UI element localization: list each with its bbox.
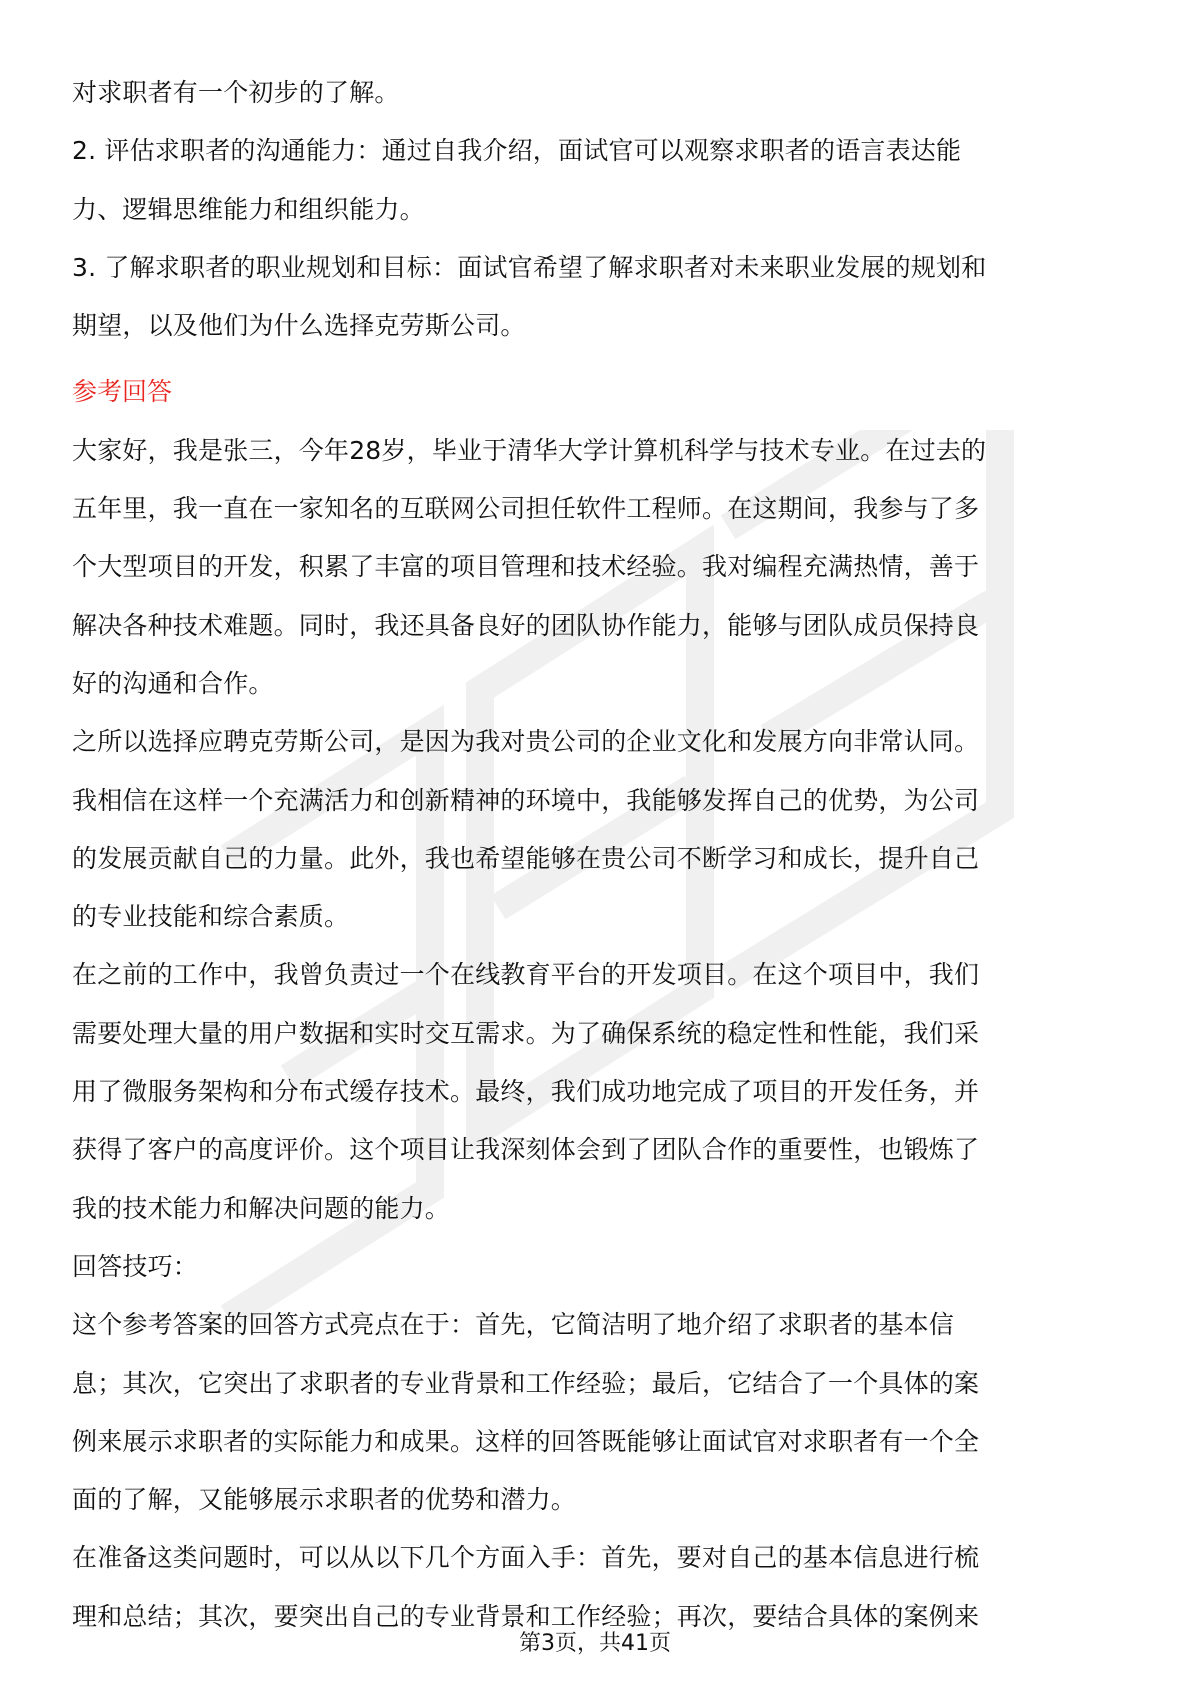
answer-line: 用了微服务架构和分布式缓存技术。最终，我们成功地完成了项目的开发任务，并 — [72, 1077, 980, 1107]
answer-line: 息；其次，它突出了求职者的专业背景和工作经验；最后，它结合了一个具体的案 — [72, 1368, 980, 1398]
intro-line: 对求职者有一个初步的了解。 — [72, 78, 400, 107]
answer-line: 我的技术能力和解决问题的能力。 — [72, 1193, 451, 1223]
answer-line: 我相信在这样一个充满活力和创新精神的环境中，我能够发挥自己的优势，为公司 — [72, 785, 980, 815]
answer-line: 理和总结；其次，要突出自己的专业背景和工作经验；再次，要结合具体的案例来 — [72, 1601, 980, 1631]
answer-line: 好的沟通和合作。 — [72, 668, 274, 698]
answer-tips-label: 回答技巧： — [72, 1251, 199, 1281]
answer-line: 五年里，我一直在一家知名的互联网公司担任软件工程师。在这期间，我参与了多 — [72, 494, 980, 524]
document-body — [72, 64, 1120, 1646]
answer-line: 的发展贡献自己的力量。此外，我也希望能够在贵公司不断学习和成长，提升自己 — [72, 843, 980, 873]
intro-line: 期望，以及他们为什么选择克劳斯公司。 — [72, 311, 526, 341]
answer-line: 的专业技能和综合素质。 — [72, 902, 350, 932]
page-footer: 第3页，共41页 — [519, 1631, 671, 1656]
answer-line: 在准备这类问题时，可以从以下几个方面入手：首先，要对自己的基本信息进行梳 — [72, 1543, 980, 1573]
answer-line: 例来展示求职者的实际能力和成果。这样的回答既能够让面试官对求职者有一个全 — [72, 1426, 980, 1456]
answer-line: 需要处理大量的用户数据和实时交互需求。为了确保系统的稳定性和性能，我们采 — [72, 1018, 980, 1048]
intro-line: 3. 了解求职者的职业规划和目标：面试官希望了解求职者对未来职业发展的规划和 — [72, 252, 987, 282]
answer-heading: 参考回答 — [72, 377, 173, 407]
answer-line: 获得了客户的高度评价。这个项目让我深刻体会到了团队合作的重要性，也锻炼了 — [72, 1135, 980, 1165]
intro-line: 力、逻辑思维能力和组织能力。 — [72, 194, 425, 224]
answer-line: 这个参考答案的回答方式亮点在于：首先，它简洁明了地介绍了求职者的基本信 — [72, 1310, 955, 1340]
answer-line: 面的了解，又能够展示求职者的优势和潜力。 — [72, 1485, 577, 1515]
answer-line: 之所以选择应聘克劳斯公司，是因为我对贵公司的企业文化和发展方向非常认同。 — [72, 727, 980, 757]
answer-line: 大家好，我是张三，今年28岁，毕业于清华大学计算机科学与技术专业。在过去的 — [72, 435, 987, 465]
answer-line: 解决各种技术难题。同时，我还具备良好的团队协作能力，能够与团队成员保持良 — [72, 610, 980, 640]
answer-line: 在之前的工作中，我曾负责过一个在线教育平台的开发项目。在这个项目中，我们 — [72, 960, 980, 990]
answer-line: 个大型项目的开发，积累了丰富的项目管理和技术经验。我对编程充满热情，善于 — [72, 552, 980, 582]
intro-line: 2. 评估求职者的沟通能力：通过自我介绍，面试官可以观察求职者的语言表达能 — [72, 136, 962, 166]
